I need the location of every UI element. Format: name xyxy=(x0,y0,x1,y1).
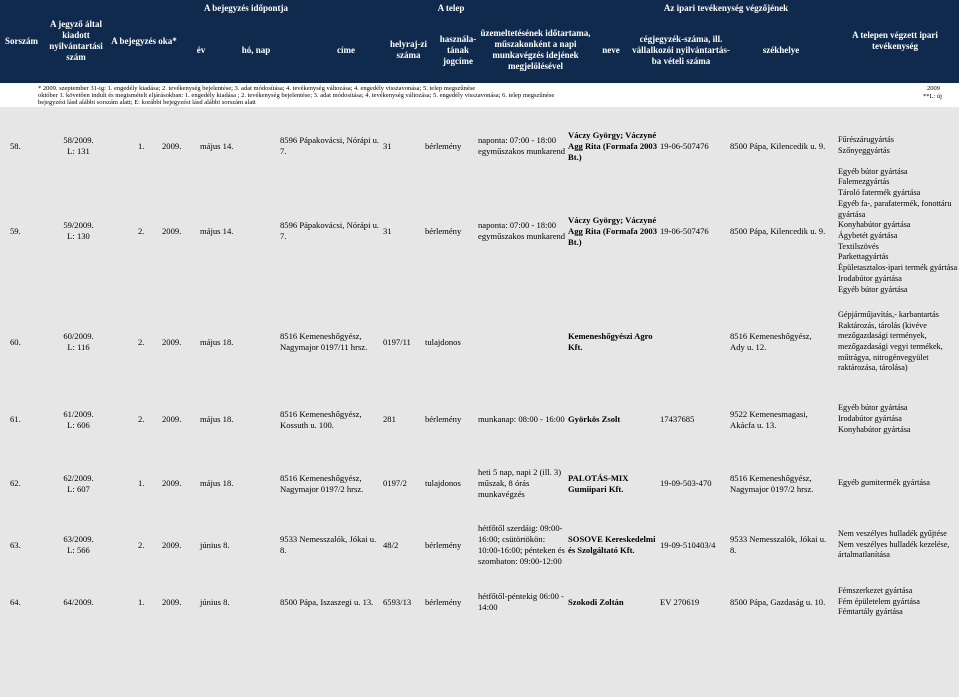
row-hrsz: 0197/11 xyxy=(383,336,411,347)
row-szekhely: 9522 Kemenesmagasi, Akácfa u. 13. xyxy=(730,408,808,430)
row-ok: 2. xyxy=(138,539,145,550)
row-cegjegyzek: 19-09-510403/4 xyxy=(660,539,716,550)
row-sorszam: 62. xyxy=(10,478,21,488)
row-ido: munkanap: 08:00 - 16:00 xyxy=(478,414,565,424)
row-jogcim: bérlemény xyxy=(425,225,462,236)
row-ev: 2009. xyxy=(162,414,182,424)
header-bejegyzes-oka: A bejegyzés oka* xyxy=(111,35,177,46)
row-nyilv: 64/2009. xyxy=(63,596,94,607)
row-sorszam: 64. xyxy=(10,596,21,607)
row-szekhely: 8516 Kemeneshőgyész, Ady u. 12. xyxy=(730,331,812,352)
row-hrsz: 281 xyxy=(383,414,396,424)
legend-notes xyxy=(0,83,959,105)
row-sorszam: 58. xyxy=(10,140,21,151)
row-nyilv-l: L: 130 xyxy=(67,231,90,241)
row-cegjegyzek xyxy=(660,302,730,382)
row-nyilv-l: L: 566 xyxy=(67,545,90,555)
row-datum: május 14. xyxy=(200,140,234,151)
header-vegzo: Az ipari tevékenység végzőjének xyxy=(663,2,789,13)
row-nyilv-l: L: 116 xyxy=(67,342,90,352)
row-ido: heti 5 nap, napi 2 (ill. 3) műszak, 8 órás munkavégzés xyxy=(478,467,562,499)
row-ido: naponta: 07:00 - 18:00 egyműszakos munkarend xyxy=(478,220,566,241)
row-szekhely: 8500 Pápa, Kilencedik u. 9. xyxy=(730,225,826,236)
row-ok: 2. xyxy=(138,414,145,424)
row-sorszam: 60. xyxy=(10,336,21,347)
row-ok: 2. xyxy=(138,225,145,236)
row-ido: hétfőtől szerdáig: 09:00-16:00; csütörtökön: 10:00-16:00; pénteken és szombaton: 09:00-12:00 xyxy=(478,523,565,566)
row-neve: Váczy György; Váczyné Agg Rita (Formafa 2003 Bt.) xyxy=(568,214,658,247)
row-ido: naponta: 07:00 - 18:00 egyműszakos munkarend xyxy=(478,135,566,156)
row-tevekenyseg: Egyéb gumitermék gyártása xyxy=(838,478,930,488)
row-ev: 2009. xyxy=(162,140,182,151)
row-cim: 9533 Nemesszalók, Jókai u. 8. xyxy=(280,534,377,555)
note-year: 2009 xyxy=(927,85,940,92)
row-jogcim: bérlemény xyxy=(425,596,462,607)
row-neve: Szokodi Zoltán xyxy=(568,596,624,607)
row-datum: május 18. xyxy=(200,336,234,347)
header-jegyzo: A jegyző által kiadott nyilvántartási szám xyxy=(49,19,103,62)
row-nyilv-number: 62/2009. xyxy=(63,472,94,483)
row-cim: 8516 Kemeneshőgyész, Nagymajor 0197/11 hrsz. xyxy=(280,331,368,352)
row-jogcim: bérlemény xyxy=(425,414,462,424)
table-header xyxy=(0,0,959,83)
header-cime: címe xyxy=(337,44,355,55)
row-cim: 8516 Kemeneshőgyész, Kossuth u. 100. xyxy=(280,408,362,430)
row-ido xyxy=(478,302,568,382)
row-szekhely: 8516 Kemeneshőgyész, Nagymajor 0197/2 hrsz. xyxy=(730,472,814,494)
row-tevekenyseg: Fémszerkezet gyártása Fém épületelem gyártása Fémtartály gyártása xyxy=(838,585,920,617)
note-line-2: október 1. követően indult és megismételt eljárásokban: 1. engedély kiadása ; 2. tevékenység bejelentése; 3. adat módosítása; 4. tevékenység változása; 5. engedély visszavonása; 6. telep megszűnése xyxy=(38,92,555,99)
header-cegjegyzek: cégjegyzék-száma, ill. vállalkozói nyilvántartás-ba vételi száma xyxy=(632,33,730,66)
row-nyilv-number: 60/2009. xyxy=(63,331,94,341)
row-nyilv-number: 58/2009. xyxy=(63,135,94,145)
row-ev: 2009. xyxy=(162,596,182,607)
header-ev: év xyxy=(196,44,206,55)
row-hrsz: 48/2 xyxy=(383,539,399,550)
header-uzemeltetes: üzemeltetésének időtartama, műszakonként a napi munkavégzés idejének megjelölésével xyxy=(480,28,591,71)
row-cim: 8516 Kemeneshőgyész, Nagymajor 0197/2 hrsz. xyxy=(280,472,364,494)
header-neve: neve xyxy=(602,44,620,55)
row-datum: június 8. xyxy=(200,596,230,607)
header-idopont: A bejegyzés időpontja xyxy=(204,2,288,13)
row-jogcim: tulajdonos xyxy=(425,478,461,488)
row-hrsz: 6593/13 xyxy=(383,596,412,607)
row-hrsz: 31 xyxy=(383,225,392,236)
header-szekhelye: székhelye xyxy=(762,44,800,55)
row-nyilv xyxy=(56,455,101,512)
row-neve: Kemeneshőgyészi Agro Kft. xyxy=(568,331,653,352)
header-hasznalat: használa-tának jogcíme xyxy=(439,33,477,66)
header-telep: A telep xyxy=(437,2,465,13)
row-sorszam: 63. xyxy=(10,539,21,550)
row-cim: 8500 Pápa, Iszaszegi u. 13. xyxy=(280,596,374,607)
row-cegjegyzek: 19-06-507476 xyxy=(660,225,709,236)
row-nyilv xyxy=(56,302,101,382)
row-neve: Váczy György; Váczyné Agg Rita (Formafa 2003 Bt.) xyxy=(568,129,658,162)
row-cegjegyzek: 19-06-507476 xyxy=(660,140,709,151)
row-sorszam: 59. xyxy=(10,225,21,236)
note-new: **L: új xyxy=(923,93,942,100)
row-neve: SOSOVE Kereskedelmi és Szolgáltató Kft. xyxy=(568,534,656,555)
row-ev: 2009. xyxy=(162,336,182,347)
row-nyilv xyxy=(56,172,101,290)
row-nyilv xyxy=(56,392,101,447)
row-hrsz: 0197/2 xyxy=(383,478,407,488)
row-neve: Györkös Zsolt xyxy=(568,414,621,424)
row-cegjegyzek: 17437685 xyxy=(660,414,695,424)
row-nyilv-number: 63/2009. xyxy=(63,534,94,544)
row-neve: PALOTÁS-MIX Gumiipari Kft. xyxy=(568,472,629,494)
header-tevekenyseg: A telepen végzett ipari tevékenység xyxy=(852,30,938,51)
row-tevekenyseg: Gépjárműjavítás,- karbantartás Raktározás, tárolás (kivéve mezőgazdasági termények, mezőgazdasági vegyi termékek, műtrágya, nitrogénvegyület raktározása, tárolása) xyxy=(838,309,943,373)
row-nyilv-l: L: 131 xyxy=(67,146,90,156)
note-line-1: * 2009. szeptember 31-ig: 1. engedély kiadása; 2. tevékenység bejelentése; 3. adat módosítása; 4. tevékenység változása; 4. engedély visszavonása; 5. telep megszűnése xyxy=(38,85,476,92)
row-tevekenyseg: Fűrészárugyártás Szőnyeggyártás xyxy=(838,135,894,155)
row-ok: 2. xyxy=(138,336,145,347)
row-nyilv xyxy=(56,515,101,575)
row-tevekenyseg: Egyéb bútor gyártása Falemezgyártás Tároló fatermék gyártása Egyéb fa-, parafatermék, fonottáru gyártása Konyhabútor gyártása Ágybetét gyártása Textilszövés Parkettagyártás Épületasztalos-ipari termék gyártása Irodabútor gyártása Egyéb bútor gyártása xyxy=(838,166,958,294)
row-sorszam: 61. xyxy=(10,414,21,424)
header-sorszam: Sorszám xyxy=(5,35,38,46)
row-ev: 2009. xyxy=(162,478,182,488)
row-nyilv-l: L: 606 xyxy=(67,419,90,430)
row-nyilv-number: 59/2009. xyxy=(63,220,94,230)
row-hrsz: 31 xyxy=(383,140,392,151)
row-datum: június 8. xyxy=(200,539,230,550)
row-ev: 2009. xyxy=(162,225,182,236)
row-datum: május 14. xyxy=(200,225,234,236)
row-nyilv-number: 61/2009. xyxy=(63,408,94,419)
row-ev: 2009. xyxy=(162,539,182,550)
row-szekhely: 9533 Nemesszalók, Jókai u. 8. xyxy=(730,534,827,555)
header-helyrajzi: helyraj-zi száma xyxy=(390,39,427,60)
row-tevekenyseg: Nem veszélyes hulladék gyűjtése Nem veszélyes hulladék kezelése, ártalmatlanítása xyxy=(838,528,950,560)
row-ido: hétfőtől-péntekig 06:00 - 14:00 xyxy=(478,591,564,612)
row-datum: május 18. xyxy=(200,478,234,488)
row-jogcim: bérlemény xyxy=(425,140,462,151)
row-szekhely: 8500 Pápa, Kilencedik u. 9. xyxy=(730,140,826,151)
row-ok: 1. xyxy=(138,478,145,488)
row-jogcim: bérlemény xyxy=(425,539,462,550)
row-nyilv xyxy=(56,125,101,167)
row-cegjegyzek: EV 270619 xyxy=(660,596,700,607)
row-ok: 1. xyxy=(138,596,145,607)
row-ok: 1. xyxy=(138,140,145,151)
row-szekhely: 8500 Pápa, Gazdaság u. 10. xyxy=(730,596,826,607)
row-cim: 8596 Pápakovácsi, Nórápi u. 7. xyxy=(280,135,380,156)
row-tevekenyseg: Egyéb bútor gyártása Irodabútor gyártása Konyhabútor gyártása xyxy=(838,403,911,434)
note-line-3: bejegyzést lásd alábbi sorszám alatt; E: korábbi bejegyzést lásd alábbi sorszám alatt xyxy=(38,99,256,106)
row-datum: május 18. xyxy=(200,414,234,424)
row-nyilv-l: L: 607 xyxy=(67,483,90,494)
row-cim: 8596 Pápakovácsi, Nórápi u. 7. xyxy=(280,220,380,241)
row-cegjegyzek: 19-09-503-470 xyxy=(660,478,712,488)
row-jogcim: tulajdonos xyxy=(425,336,461,347)
header-honap-nap: hó, nap xyxy=(241,44,271,55)
